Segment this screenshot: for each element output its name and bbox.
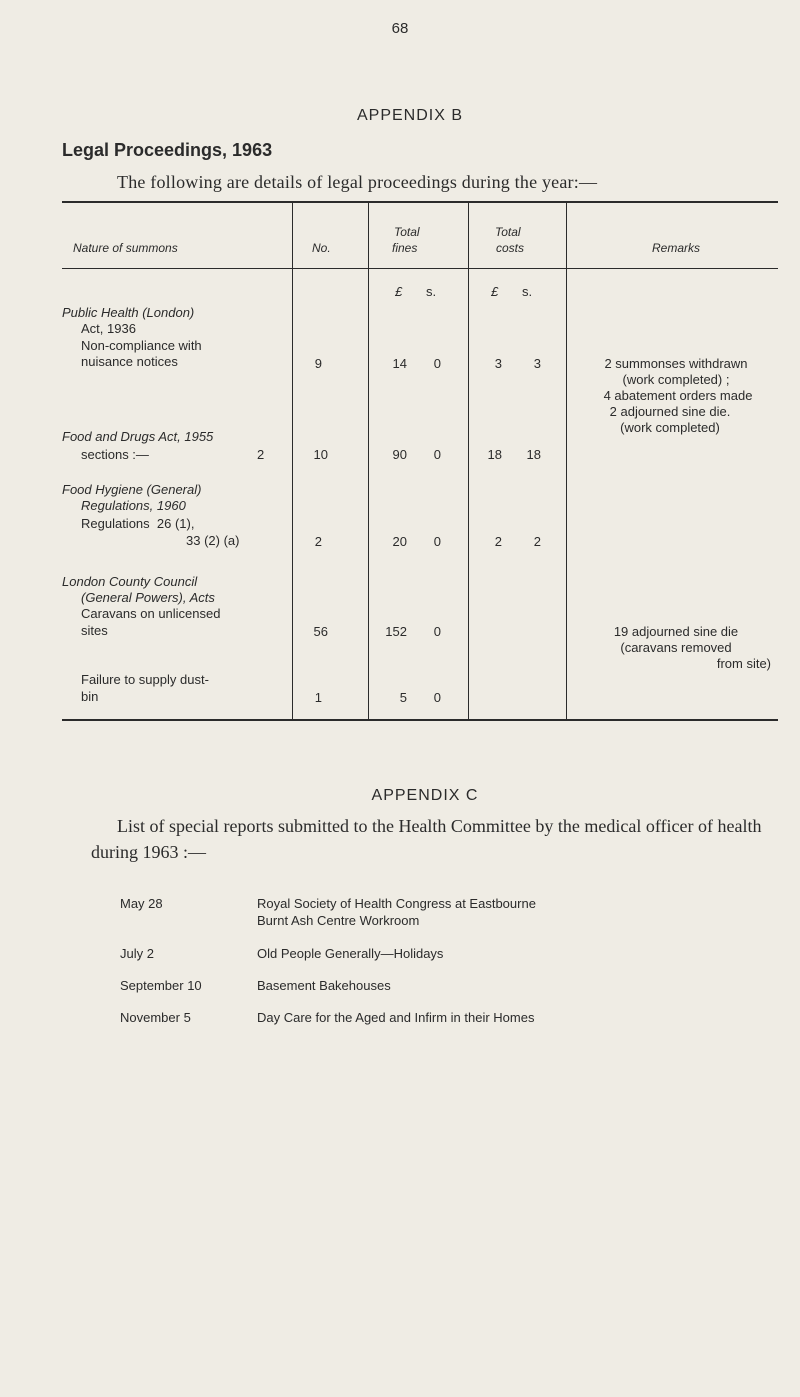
table-bottom-rule [62,719,778,721]
report-date: May 28 [120,896,163,911]
report-title: Old People Generally—Holidays [257,946,444,961]
row-fines-shillings: 0 [433,690,441,705]
row-remarks-line: 19 adjourned sine die [613,624,739,639]
row-remarks-line: (caravans removed [620,640,732,655]
column-divider [368,203,369,719]
header-remarks: Remarks [652,241,701,255]
report-title: Royal Society of Health Congress at Eastbourne [257,896,536,911]
report-date: November 5 [120,1010,191,1025]
row-fines-shillings: 0 [433,356,441,371]
page-number: 68 [391,20,409,37]
row-number: 9 [314,356,322,371]
row-fines-shillings: 0 [433,534,441,549]
appendix-c-title: APPENDIX C [371,787,479,804]
row-description: 33 (2) (a) [186,533,240,548]
row-fines-pounds: 152 [385,624,407,639]
table-header-rule [62,268,778,269]
column-divider [468,203,469,719]
column-divider [566,203,567,719]
row-act: London County Council [62,574,198,589]
row-remarks-line: 4 abatement orders made [603,388,753,403]
fines-pound-header: £ [395,284,403,299]
row-fines-shillings: 0 [433,624,441,639]
header-fines-line2: fines [392,241,418,255]
row-description: Failure to supply dust- [81,672,209,687]
row-remarks-line: 2 adjourned sine die. [609,404,731,419]
report-title: Day Care for the Aged and Infirm in their Homes [257,1010,535,1025]
row-remarks-line: (work completed) [620,420,720,435]
costs-shilling-header: s. [522,284,533,299]
row-costs-shillings: 2 [533,534,541,549]
row-fines-shillings: 0 [433,447,441,462]
appendix-b-subtitle: Legal Proceedings, 1963 [62,140,273,160]
row-costs-pounds: 3 [494,356,502,371]
row-act: Food and Drugs Act, 1955 [62,429,214,444]
row-act: (General Powers), Acts [81,590,215,605]
row-number: 56 [313,624,328,639]
table-top-rule [62,201,778,203]
costs-pound-header: £ [491,284,499,299]
row-remarks-line: 2 summonses withdrawn [604,356,748,371]
appendix-c-intro: List of special reports submitted to the Health Committee by the medical officer of health during 1963 :— [91,816,762,862]
appendix-b-intro: The following are details of legal proceedings during the year:— [117,172,598,192]
row-section-count: 2 [257,447,265,462]
report-date: July 2 [120,946,154,961]
row-remarks-line: from site) [716,656,771,671]
row-fines-pounds: 20 [392,534,407,549]
row-act: Public Health (London) [62,305,195,320]
row-number: 2 [314,534,322,549]
row-fines-pounds: 14 [392,356,407,371]
row-costs-pounds: 2 [494,534,502,549]
row-description: Caravans on unlicensed [81,606,221,621]
column-divider [292,203,293,719]
row-act: Act, 1936 [81,321,136,336]
header-costs-line2: costs [496,241,525,255]
row-description: Regulations 26 (1), [81,516,195,531]
report-title: Basement Bakehouses [257,978,391,993]
report-title: Burnt Ash Centre Workroom [257,913,420,928]
header-costs-line1: Total [495,225,521,239]
row-description: nuisance notices [81,354,178,369]
row-description: sections :— [81,447,149,462]
header-no: No. [312,241,331,255]
row-costs-shillings: 3 [533,356,541,371]
row-description: Non-compliance with [81,338,202,353]
row-act: Food Hygiene (General) [62,482,202,497]
fines-shilling-header: s. [426,284,437,299]
header-nature: Nature of summons [73,241,178,255]
row-costs-pounds: 18 [487,447,502,462]
row-description: sites [81,623,108,638]
row-number: 10 [313,447,328,462]
row-fines-pounds: 5 [399,690,407,705]
row-number: 1 [314,690,322,705]
header-fines-line1: Total [394,225,420,239]
row-costs-shillings: 18 [526,447,541,462]
row-fines-pounds: 90 [392,447,407,462]
appendix-b-title: APPENDIX B [356,107,464,124]
row-description: bin [81,689,99,704]
row-remarks-line: (work completed) ; [622,372,730,387]
report-date: September 10 [120,978,202,993]
row-act: Regulations, 1960 [81,498,186,513]
